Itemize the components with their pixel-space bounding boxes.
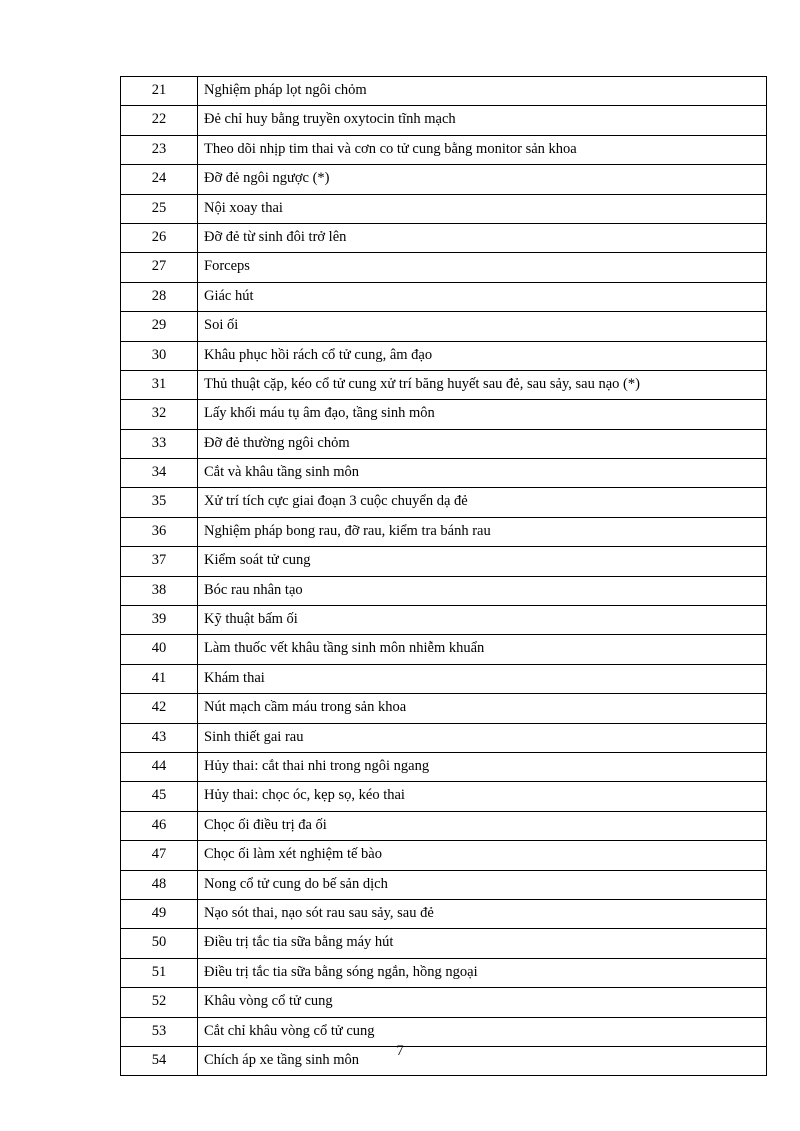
row-description: Theo dõi nhịp tim thai và cơn co tử cung bằng monitor sản khoa bbox=[198, 135, 767, 164]
table-row bbox=[121, 664, 767, 693]
row-description: Đỡ đẻ từ sinh đôi trở lên bbox=[198, 223, 767, 252]
table-row bbox=[121, 488, 767, 517]
row-number: 41 bbox=[121, 664, 198, 693]
row-description: Sinh thiết gai rau bbox=[198, 723, 767, 752]
row-description: Cắt chỉ khâu vòng cổ tử cung bbox=[198, 1017, 767, 1046]
row-number: 51 bbox=[121, 958, 198, 987]
row-number: 29 bbox=[121, 312, 198, 341]
table-row bbox=[121, 106, 767, 135]
row-number: 38 bbox=[121, 576, 198, 605]
row-description: Đỡ đẻ thường ngôi chỏm bbox=[198, 429, 767, 458]
row-number: 50 bbox=[121, 929, 198, 958]
row-number: 31 bbox=[121, 370, 198, 399]
row-number: 35 bbox=[121, 488, 198, 517]
row-description: Khâu phục hồi rách cổ tử cung, âm đạo bbox=[198, 341, 767, 370]
table-row bbox=[121, 517, 767, 546]
table-row bbox=[121, 811, 767, 840]
table-row bbox=[121, 958, 767, 987]
row-number: 36 bbox=[121, 517, 198, 546]
row-description: Chích áp xe tầng sinh môn bbox=[198, 1046, 767, 1075]
row-description: Lấy khối máu tụ âm đạo, tầng sinh môn bbox=[198, 400, 767, 429]
row-number: 24 bbox=[121, 165, 198, 194]
row-number: 22 bbox=[121, 106, 198, 135]
row-description: Hủy thai: chọc óc, kẹp sọ, kéo thai bbox=[198, 782, 767, 811]
row-number: 44 bbox=[121, 752, 198, 781]
row-number: 42 bbox=[121, 694, 198, 723]
row-description: Cắt và khâu tầng sinh môn bbox=[198, 459, 767, 488]
row-description: Nạo sót thai, nạo sót rau sau sảy, sau đẻ bbox=[198, 899, 767, 928]
table-row bbox=[121, 694, 767, 723]
table-row bbox=[121, 77, 767, 106]
row-number: 30 bbox=[121, 341, 198, 370]
row-number: 45 bbox=[121, 782, 198, 811]
table-row bbox=[121, 282, 767, 311]
row-description: Kỹ thuật bấm ối bbox=[198, 606, 767, 635]
table-row bbox=[121, 841, 767, 870]
table-row bbox=[121, 752, 767, 781]
table-row bbox=[121, 782, 767, 811]
row-number: 33 bbox=[121, 429, 198, 458]
row-number: 40 bbox=[121, 635, 198, 664]
row-description: Khám thai bbox=[198, 664, 767, 693]
table-row bbox=[121, 635, 767, 664]
table-row bbox=[121, 429, 767, 458]
row-description: Đẻ chỉ huy bằng truyền oxytocin tĩnh mạch bbox=[198, 106, 767, 135]
row-description: Bóc rau nhân tạo bbox=[198, 576, 767, 605]
row-description: Điều trị tắc tia sữa bằng sóng ngắn, hồng ngoại bbox=[198, 958, 767, 987]
row-number: 32 bbox=[121, 400, 198, 429]
procedure-table bbox=[120, 76, 767, 1076]
row-description: Đỡ đẻ ngôi ngược (*) bbox=[198, 165, 767, 194]
table-row bbox=[121, 899, 767, 928]
row-number: 39 bbox=[121, 606, 198, 635]
row-number: 47 bbox=[121, 841, 198, 870]
table-row bbox=[121, 988, 767, 1017]
table-row bbox=[121, 312, 767, 341]
row-number: 23 bbox=[121, 135, 198, 164]
row-number: 54 bbox=[121, 1046, 198, 1075]
table-row bbox=[121, 194, 767, 223]
row-number: 43 bbox=[121, 723, 198, 752]
table-row bbox=[121, 547, 767, 576]
row-description: Nghiệm pháp bong rau, đỡ rau, kiểm tra bánh rau bbox=[198, 517, 767, 546]
row-description: Giác hút bbox=[198, 282, 767, 311]
table-row bbox=[121, 606, 767, 635]
table-row bbox=[121, 341, 767, 370]
row-number: 34 bbox=[121, 459, 198, 488]
row-number: 21 bbox=[121, 77, 198, 106]
table-row bbox=[121, 929, 767, 958]
table-row bbox=[121, 135, 767, 164]
table-row bbox=[121, 400, 767, 429]
row-number: 28 bbox=[121, 282, 198, 311]
row-description: Nội xoay thai bbox=[198, 194, 767, 223]
table-row bbox=[121, 253, 767, 282]
table-row bbox=[121, 723, 767, 752]
row-number: 48 bbox=[121, 870, 198, 899]
row-description: Chọc ối điều trị đa ối bbox=[198, 811, 767, 840]
page-number: 7 bbox=[396, 1043, 404, 1059]
procedure-table-body bbox=[121, 77, 767, 1076]
row-description: Nong cổ tử cung do bế sản dịch bbox=[198, 870, 767, 899]
row-number: 37 bbox=[121, 547, 198, 576]
table-row bbox=[121, 459, 767, 488]
row-description: Làm thuốc vết khâu tầng sinh môn nhiễm khuẩn bbox=[198, 635, 767, 664]
row-number: 26 bbox=[121, 223, 198, 252]
table-row bbox=[121, 1017, 767, 1046]
table-row bbox=[121, 223, 767, 252]
table-row bbox=[121, 870, 767, 899]
row-description: Kiểm soát tử cung bbox=[198, 547, 767, 576]
row-description: Forceps bbox=[198, 253, 767, 282]
row-number: 52 bbox=[121, 988, 198, 1017]
row-description: Hủy thai: cắt thai nhi trong ngôi ngang bbox=[198, 752, 767, 781]
row-number: 27 bbox=[121, 253, 198, 282]
row-number: 46 bbox=[121, 811, 198, 840]
row-description: Xử trí tích cực giai đoạn 3 cuộc chuyển dạ đẻ bbox=[198, 488, 767, 517]
table-row bbox=[121, 576, 767, 605]
row-description: Nghiệm pháp lọt ngôi chỏm bbox=[198, 77, 767, 106]
row-number: 53 bbox=[121, 1017, 198, 1046]
row-description: Chọc ối làm xét nghiệm tế bào bbox=[198, 841, 767, 870]
row-description: Điều trị tắc tia sữa bằng máy hút bbox=[198, 929, 767, 958]
row-description: Thủ thuật cặp, kéo cổ tử cung xử trí băng huyết sau đẻ, sau sảy, sau nạo (*) bbox=[198, 370, 767, 399]
table-row bbox=[121, 370, 767, 399]
row-description: Nút mạch cầm máu trong sản khoa bbox=[198, 694, 767, 723]
row-description: Khâu vòng cổ tử cung bbox=[198, 988, 767, 1017]
table-row bbox=[121, 165, 767, 194]
row-description: Soi ối bbox=[198, 312, 767, 341]
row-number: 49 bbox=[121, 899, 198, 928]
row-number: 25 bbox=[121, 194, 198, 223]
